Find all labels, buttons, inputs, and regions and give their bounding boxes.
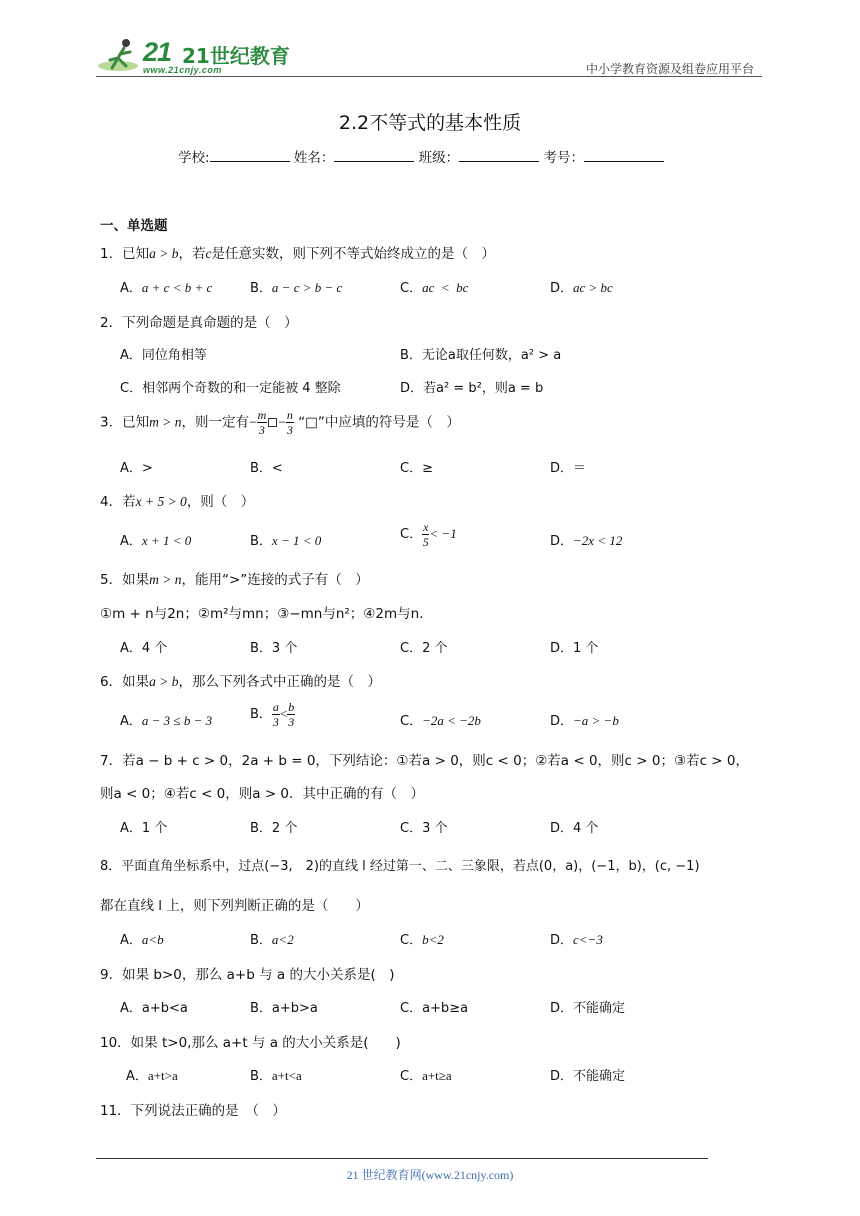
q6-stem-post: ，那么下列各式中正确的是（ ） <box>178 674 381 690</box>
q3-option-b[interactable]: B．< <box>250 461 283 476</box>
q1-var: c <box>205 246 212 261</box>
q5-cond: m > n <box>149 572 182 587</box>
q5-statements: ①m + n与2n；②m²与mn；③−mn与n²；④2m与n． <box>100 606 433 622</box>
q10-option-d[interactable]: D．不能确定 <box>550 1069 626 1084</box>
q6-cond: a > b <box>149 674 179 689</box>
section-heading: 一、单选题 <box>100 218 168 234</box>
exam-no-blank[interactable] <box>584 149 664 162</box>
q1-option-d[interactable]: D．ac > bc <box>550 280 613 296</box>
exam-no-label: 考号： <box>543 150 584 166</box>
q10-option-b[interactable]: B．a+t<a <box>250 1068 302 1084</box>
q1-stem-pre: 1．已知 <box>100 246 150 262</box>
q6-option-a[interactable]: A．a − 3 ≤ b − 3 <box>120 713 213 729</box>
q6-option-d[interactable]: D．−a > −b <box>550 713 619 729</box>
q3-fraction-m: $\frac{m}{3}$ <box>257 408 267 437</box>
question-7: 7．若a − b + c > 0，2a + b = 0，下列结论：①若a > 0，则c < 0；②若a < 0，则c > 0；③若c > 0， <box>100 753 749 769</box>
q7-option-b[interactable]: B．2 个 <box>250 821 298 836</box>
q7-option-d[interactable]: D．4 个 <box>550 821 599 836</box>
q1-stem-post: 是任意实数，则下列不等式始终成立的是（ ） <box>211 246 495 262</box>
question-4 <box>100 490 254 510</box>
logo-text: 21世纪教育 <box>182 44 290 68</box>
q5-stem-pre: 5．如果 <box>100 572 150 588</box>
q2-option-a[interactable]: A．同位角相等 <box>120 348 207 363</box>
q5-option-a[interactable]: A．4 个 <box>120 641 168 656</box>
footer-text[interactable]: 21 世纪教育网(www.21cnjy.com) <box>346 1168 514 1182</box>
q1-option-a[interactable]: A．a + c < b + c <box>120 280 213 296</box>
q2-option-d[interactable]: D．若a² = b²，则a = b <box>400 381 544 396</box>
q3-stem-post: “□”中应填的符号是（ ） <box>298 414 460 431</box>
school-blank[interactable] <box>210 149 290 162</box>
class-label: 班级： <box>418 150 460 166</box>
q8-line2: 都在直线 l 上，则下列判断正确的是（ ） <box>100 898 369 914</box>
question-1 <box>100 242 495 262</box>
question-5 <box>100 568 369 588</box>
q1-stem-mid: ，若 <box>178 246 206 262</box>
q5-stem-post: ，能用“>”连接的式子有（ ） <box>181 572 369 588</box>
q10-option-c[interactable]: C．a+t≥a <box>400 1068 452 1084</box>
q6-option-c[interactable]: C．−2a < −2b <box>400 713 481 729</box>
q7-line2: 则a < 0；④若c < 0，则a > 0．其中正确的有（ ） <box>100 786 425 802</box>
q9-option-d[interactable]: D．不能确定 <box>550 1001 626 1016</box>
q8-option-a[interactable]: A．a<b <box>120 932 164 948</box>
question-2: 2．下列命题是真命题的是（ ） <box>100 315 298 331</box>
question-10: 10．如果 t>0,那么 a+t 与 a 的大小关系是( ) <box>100 1035 401 1051</box>
q9-option-c[interactable]: C．a+b≥a <box>400 1001 469 1016</box>
q4-option-d[interactable]: D．−2x < 12 <box>550 533 623 549</box>
page-title: 2.2不等式的基本性质 <box>338 112 522 134</box>
footer-divider <box>96 1158 708 1159</box>
q4-stem-pre: 4．若 <box>100 494 136 510</box>
q1-option-b[interactable]: B．a − c > b − c <box>250 280 343 296</box>
school-label: 学校: <box>178 150 210 166</box>
q9-option-a[interactable]: A．a+b<a <box>120 1001 188 1016</box>
q3-stem-pre: 3．已知 <box>100 414 150 431</box>
q5-option-c[interactable]: C．2 个 <box>400 641 448 656</box>
q1-option-c[interactable]: C．ac < bc <box>400 280 469 296</box>
q4-stem-post: ，则（ ） <box>186 494 255 510</box>
logo-number: 21 <box>143 37 172 67</box>
q2-option-c[interactable]: C．相邻两个奇数的和一定能被 4 整除 <box>120 381 341 396</box>
q5-option-b[interactable]: B．3 个 <box>250 641 298 656</box>
q6-stem-pre: 6．如果 <box>100 674 150 690</box>
question-6 <box>100 670 381 690</box>
blank-square-icon <box>268 418 277 427</box>
q3-option-d[interactable]: D．＝ <box>550 461 587 476</box>
q4-cond: x + 5 > 0 <box>135 494 187 509</box>
name-label: 姓名： <box>293 150 335 166</box>
q4-option-b[interactable]: B．x − 1 < 0 <box>250 533 322 549</box>
q2-option-b[interactable]: B．无论a取任何数，a² > a <box>400 348 562 363</box>
name-blank[interactable] <box>334 149 414 162</box>
platform-label: 中小学教育资源及组卷应用平台 <box>585 62 754 76</box>
student-info <box>178 146 664 166</box>
q3-stem-mid: ，则一定有 <box>181 414 249 431</box>
q7-option-c[interactable]: C．3 个 <box>400 821 448 836</box>
q6-option-b[interactable]: B． $\frac{a}{3}$ < $\frac{b}{3}$ <box>250 700 295 729</box>
q4-option-a[interactable]: A．x + 1 < 0 <box>120 533 192 549</box>
question-9: 9．如果 b>0，那么 a+b 与 a 的大小关系是( ) <box>100 967 395 983</box>
q3-option-c[interactable]: C．≥ <box>400 461 433 476</box>
q4-fraction: $\frac{x}{5}$ <box>422 520 429 549</box>
q4-option-c[interactable]: C． $\frac{x}{5}$ < −1 <box>400 520 457 549</box>
q10-option-a[interactable]: A．a+t>a <box>126 1068 178 1084</box>
question-8: 8．平面直角坐标系中，过点(−3, 2)的直线 l 经过第一、二、三象限，若点(0，a)，(−1，b)，(c, −1) <box>100 859 700 874</box>
q6-fraction-a: $\frac{a}{3}$ <box>272 700 279 729</box>
q8-option-d[interactable]: D．c<−3 <box>550 932 603 948</box>
q8-option-c[interactable]: C．b<2 <box>400 932 444 948</box>
q6-fraction-b: $\frac{b}{3}$ <box>288 700 295 729</box>
q8-option-b[interactable]: B．a<2 <box>250 932 294 948</box>
q5-option-d[interactable]: D．1 个 <box>550 641 599 656</box>
class-blank[interactable] <box>459 149 539 162</box>
header-divider <box>96 76 762 77</box>
q3-option-a[interactable]: A．> <box>120 461 153 476</box>
q9-option-b[interactable]: B．a+b>a <box>250 1001 318 1016</box>
q1-cond: a > b <box>149 246 179 261</box>
question-11: 11．下列说法正确的是 （ ） <box>100 1103 286 1119</box>
q7-option-a[interactable]: A．1 个 <box>120 821 168 836</box>
q3-fraction-n: $\frac{n}{3}$ <box>286 408 293 437</box>
q3-cond: m > n <box>149 414 182 430</box>
logo-url: www.21cnjy.com <box>143 65 222 75</box>
question-3: 3．已知m > n，则一定有− $\frac{m}{3}$ − $\frac{n}{3}$ “□”中应填的符号是（ ） <box>100 408 460 437</box>
